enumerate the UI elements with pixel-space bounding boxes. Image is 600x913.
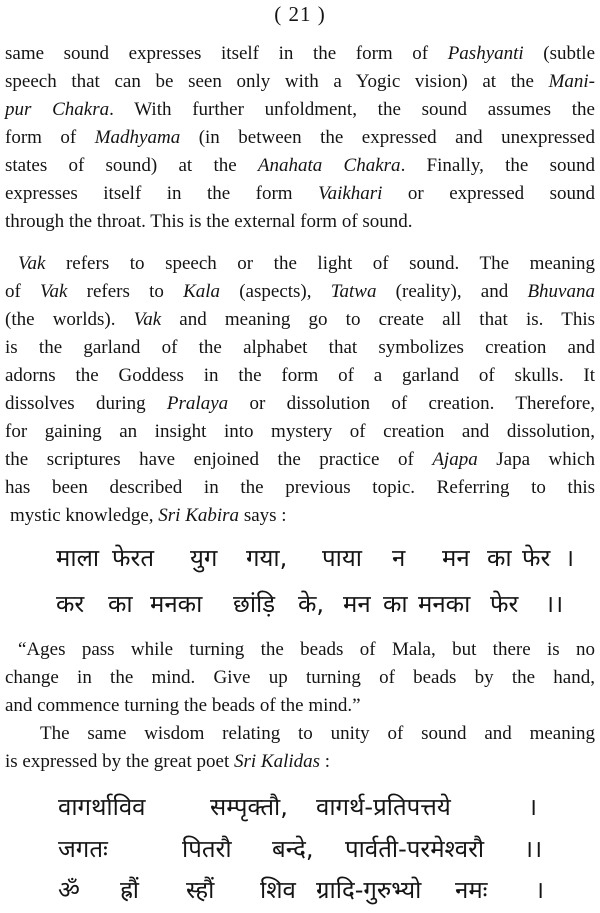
text-run: and commence turning the beads of the mind.” bbox=[5, 695, 361, 716]
text-run: mystic knowledge, bbox=[10, 505, 159, 526]
hindi-word: ह्रौं bbox=[120, 876, 139, 904]
text-line bbox=[5, 692, 595, 720]
hindi-word: फेरत bbox=[112, 544, 154, 572]
text-line bbox=[5, 124, 595, 152]
text-line bbox=[5, 334, 595, 362]
hindi-word: पितरौ bbox=[182, 835, 232, 863]
text-run: (in between the expressed and unexpressed bbox=[180, 127, 595, 148]
italic-term: Tatwa bbox=[330, 281, 377, 302]
text-run: . With further unfoldment, the sound assumes the bbox=[109, 99, 595, 120]
italic-term: Ajapa bbox=[432, 449, 478, 470]
text-run: for gaining an insight into mystery of creation and dissolution, bbox=[5, 421, 595, 442]
hindi-word: नमः bbox=[455, 876, 488, 904]
text-run: is expressed by the great poet bbox=[5, 751, 234, 772]
italic-term: Bhuvana bbox=[527, 281, 595, 302]
hindi-word: सम्पृक्तौ, bbox=[210, 793, 288, 821]
italic-term: Madhyama bbox=[94, 127, 181, 148]
italic-term: Vak bbox=[40, 281, 68, 302]
text-run: Japa which bbox=[477, 449, 595, 470]
text-run: (reality), and bbox=[376, 281, 528, 302]
hindi-word: माला bbox=[56, 544, 100, 572]
text-line bbox=[5, 40, 595, 68]
text-line bbox=[5, 152, 595, 180]
text-run: or expressed sound bbox=[382, 183, 595, 204]
italic-term: Kala bbox=[183, 281, 221, 302]
hindi-word: के, bbox=[298, 590, 325, 618]
text-line bbox=[5, 418, 595, 446]
page-number: ( 21 ) bbox=[274, 2, 326, 26]
kabir-verse-line-2 bbox=[0, 584, 600, 624]
hindi-word: । bbox=[535, 876, 545, 904]
text-line bbox=[10, 502, 600, 530]
text-run: (subtle bbox=[523, 43, 596, 64]
kalidas-verse-line-1 bbox=[0, 787, 600, 827]
text-line bbox=[18, 636, 595, 664]
text-line bbox=[5, 306, 595, 334]
text-run: refers to speech or the light of sound. The meaning bbox=[45, 253, 595, 274]
hindi-word: का bbox=[108, 590, 133, 618]
hindi-word: वागर्थ-प्रतिपत्तये bbox=[316, 793, 451, 821]
italic-term: Mani- bbox=[548, 71, 595, 92]
hindi-word: ।। bbox=[545, 590, 564, 618]
hindi-word: ।। bbox=[524, 835, 543, 863]
italic-term: Vaikhari bbox=[318, 183, 383, 204]
text-line bbox=[5, 180, 595, 208]
italic-term: pur Chakra bbox=[5, 99, 110, 120]
italic-term: Anahata Chakra bbox=[257, 155, 401, 176]
text-run: The same wisdom relating to unity of sound and meaning bbox=[40, 723, 595, 744]
text-line bbox=[5, 278, 595, 306]
text-line bbox=[5, 362, 595, 390]
text-run: (the worlds). bbox=[5, 309, 134, 330]
text-line bbox=[5, 474, 595, 502]
text-run: has been described in the previous topic. Referring to this bbox=[5, 477, 595, 498]
hindi-word: फेर bbox=[490, 590, 519, 618]
hindi-word: मनका bbox=[418, 590, 471, 618]
hindi-word: गया, bbox=[246, 544, 288, 572]
hindi-word: स्हौं bbox=[186, 876, 215, 904]
italic-term: Sri Kabira bbox=[158, 505, 240, 526]
hindi-word: । bbox=[528, 793, 538, 821]
hindi-word: ग्रादि-गुरुभ्यो bbox=[316, 876, 422, 904]
hindi-word: पार्वती-परमेश्वरौ bbox=[345, 835, 485, 863]
italic-term: Vak bbox=[18, 253, 46, 274]
hindi-word: । bbox=[565, 544, 575, 572]
text-run: (aspects), bbox=[220, 281, 331, 302]
text-line bbox=[5, 96, 595, 124]
text-run: speech that can be seen only with a Yogic vision) at the bbox=[5, 71, 549, 92]
italic-term: Sri Kalidas bbox=[233, 751, 321, 772]
hindi-word: शिव bbox=[260, 876, 296, 904]
text-line bbox=[40, 720, 595, 748]
text-run: . Finally, the sound bbox=[400, 155, 596, 176]
text-run: or dissolution of creation. Therefore, bbox=[228, 393, 595, 414]
hindi-word: जगतः bbox=[58, 835, 108, 863]
text-run: expresses itself in the form bbox=[5, 183, 319, 204]
hindi-word: छांड़ि bbox=[233, 590, 276, 618]
hindi-word: मनका bbox=[150, 590, 203, 618]
text-run: refers to bbox=[67, 281, 184, 302]
text-run: through the throat. This is the external form of sound. bbox=[5, 211, 413, 232]
hindi-word: न bbox=[392, 544, 406, 572]
text-run: is the garland of the alphabet that symbolizes creation and bbox=[5, 337, 595, 358]
text-run: “Ages pass while turning the beads of Mala, but there is no bbox=[18, 639, 595, 660]
hindi-word: कर bbox=[56, 590, 85, 618]
text-line bbox=[5, 664, 595, 692]
text-run: states of sound) at the bbox=[5, 155, 258, 176]
text-run: says : bbox=[239, 505, 287, 526]
text-run: same sound expresses itself in the form of bbox=[5, 43, 448, 64]
text-run: the scriptures have enjoined the practice of bbox=[5, 449, 433, 470]
hindi-word: बन्दे, bbox=[272, 835, 314, 863]
hindi-word: का bbox=[383, 590, 408, 618]
italic-term: Pashyanti bbox=[447, 43, 524, 64]
text-run: dissolves during bbox=[5, 393, 167, 414]
kalidas-verse-line-2 bbox=[0, 829, 600, 869]
text-run: adorns the Goddess in the form of a garland of skulls. It bbox=[5, 365, 595, 386]
text-line bbox=[5, 390, 595, 418]
text-line bbox=[18, 250, 595, 278]
hindi-word: पाया bbox=[322, 544, 362, 572]
italic-term: Vak bbox=[133, 309, 162, 330]
hindi-word: वागर्थाविव bbox=[58, 793, 146, 821]
kabir-verse-line-1 bbox=[0, 538, 600, 578]
text-line bbox=[5, 748, 595, 776]
italic-term: Pralaya bbox=[166, 393, 229, 414]
hindi-word: युग bbox=[190, 544, 218, 572]
text-run: change in the mind. Give up turning of beads by the hand, bbox=[5, 667, 595, 688]
text-run: : bbox=[320, 751, 331, 772]
text-line bbox=[5, 208, 595, 236]
hindi-word: का bbox=[487, 544, 512, 572]
text-run: and meaning go to create all that is. This bbox=[161, 309, 595, 330]
hindi-word: मन bbox=[343, 590, 371, 618]
hindi-word: फेर bbox=[522, 544, 551, 572]
text-run: form of bbox=[5, 127, 95, 148]
hindi-word: मन bbox=[442, 544, 470, 572]
kalidas-verse-line-3 bbox=[0, 870, 600, 910]
text-line bbox=[5, 68, 595, 96]
text-run: of bbox=[5, 281, 41, 302]
text-line bbox=[5, 446, 595, 474]
hindi-word: ॐ bbox=[58, 876, 80, 904]
